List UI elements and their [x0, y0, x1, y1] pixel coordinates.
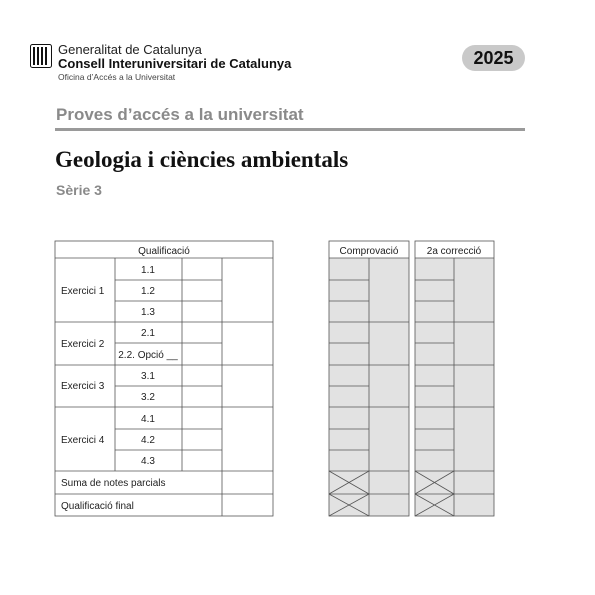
item-1-1: 1.1 — [141, 265, 155, 276]
item-1-3: 1.3 — [141, 307, 155, 318]
comprovacio-header: Comprovació — [339, 246, 399, 257]
item-1-2: 1.2 — [141, 286, 155, 297]
item-4-1: 4.1 — [141, 414, 155, 425]
exam-serie: Sèrie 3 — [56, 182, 102, 198]
year-badge: 2025 — [462, 45, 525, 71]
exercise-1-label: Exercici 1 — [61, 286, 105, 297]
item-2-1: 2.1 — [141, 328, 155, 339]
correccio-header: 2a correcció — [426, 246, 482, 257]
item-2-2: 2.2. Opció __ — [118, 350, 178, 361]
item-4-2: 4.2 — [141, 435, 155, 446]
exam-subtitle: Proves d’accés a la universitat — [56, 105, 304, 124]
grading-table-header: Qualificació — [138, 246, 190, 257]
exercise-3-label: Exercici 3 — [61, 381, 105, 392]
exam-title: Geologia i ciències ambientals — [55, 147, 349, 172]
org-name-oficina: Oficina d’Accés a la Universitat — [58, 72, 176, 82]
org-name-generalitat: Generalitat de Catalunya — [58, 42, 202, 57]
item-3-1: 3.1 — [141, 371, 155, 382]
comprovacio-table — [329, 241, 409, 516]
sum-label: Suma de notes parcials — [61, 478, 166, 489]
exercise-2-label: Exercici 2 — [61, 339, 105, 350]
grading-table — [55, 241, 273, 516]
item-4-3: 4.3 — [141, 456, 155, 467]
item-3-2: 3.2 — [141, 392, 155, 403]
org-name-consell: Consell Interuniversitari de Catalunya — [58, 56, 292, 71]
correccio-table — [415, 241, 494, 516]
final-grade-label: Qualificació final — [61, 501, 134, 512]
exercise-4-label: Exercici 4 — [61, 435, 105, 446]
